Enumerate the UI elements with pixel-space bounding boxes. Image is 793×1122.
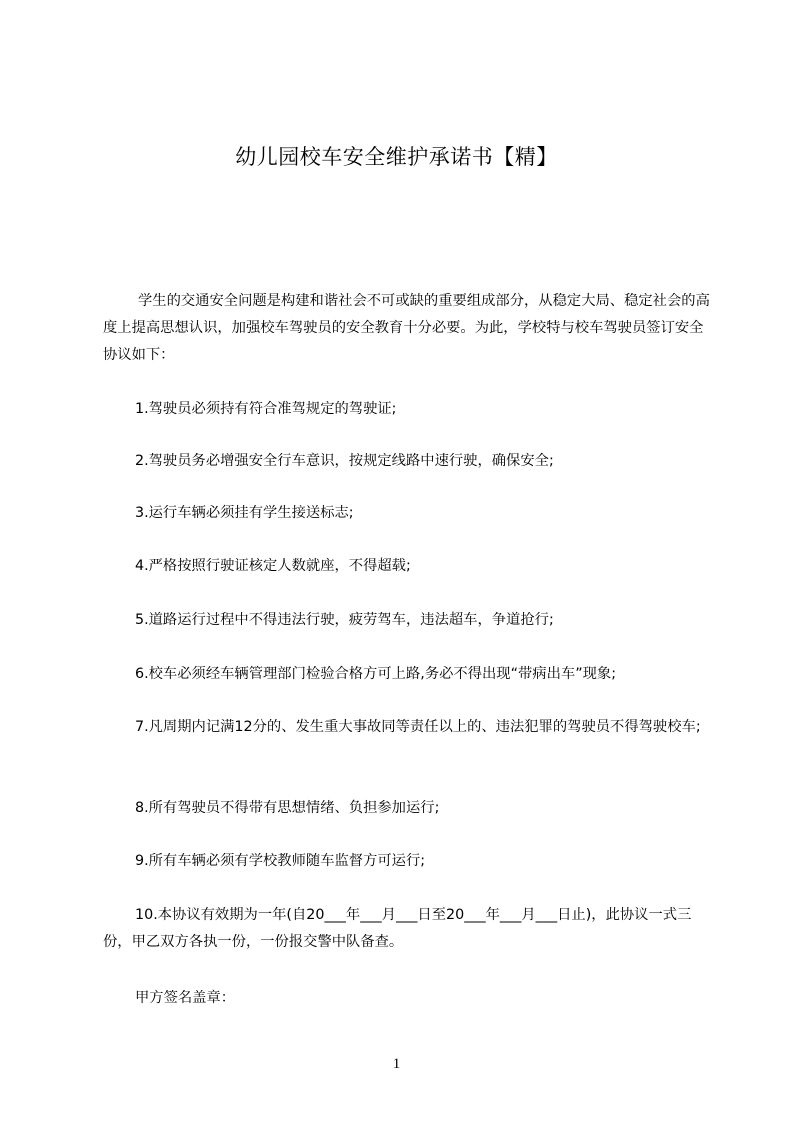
party-a-signature-label: 甲方签名盖章： bbox=[135, 990, 236, 1006]
clause-4: 4.严格按照行驶证核定人数就座，不得超载; bbox=[135, 558, 411, 574]
clause-9: 9.所有车辆必须有学校教师随车监督方可运行; bbox=[135, 853, 426, 869]
clause-10: 10.本协议有效期为一年(自20___年___月___日至20___年___月___日止)，此协议一式三份，甲乙双方各执一份，一份报交警中队备查。 bbox=[103, 907, 692, 950]
clause-5: 5.道路运行过程中不得违法行驶，疲劳驾车，违法超车，争道抢行; bbox=[135, 612, 554, 628]
page-title: 幼儿园校车安全维护承诺书【精】 bbox=[235, 145, 558, 169]
intro-paragraph: 学生的交通安全问题是构建和谐社会不可或缺的重要组成部分，从稳定大局、稳定社会的高度上提高思想认识，加强校车驾驶员的安全教育十分必要。为此，学校特与校车驾驶员签订安全协议如下： bbox=[103, 293, 710, 363]
clause-7: 7.凡周期内记满12分的、发生重大事故同等责任以上的、违法犯罪的驾驶员不得驾驶校车; bbox=[135, 719, 701, 735]
clause-3: 3.运行车辆必须挂有学生接送标志; bbox=[135, 505, 354, 521]
clause-8: 8.所有驾驶员不得带有思想情绪、负担参加运行; bbox=[135, 800, 440, 816]
clause-1: 1.驾驶员必须持有符合准驾规定的驾驶证; bbox=[135, 401, 397, 417]
page-number: 1 bbox=[392, 1056, 401, 1072]
clause-2: 2.驾驶员务必增强安全行车意识，按规定线路中速行驶，确保安全; bbox=[135, 453, 554, 469]
clause-6: 6.校车必须经车辆管理部门检验合格方可上路,务必不得出现“带病出车”现象; bbox=[135, 666, 617, 682]
